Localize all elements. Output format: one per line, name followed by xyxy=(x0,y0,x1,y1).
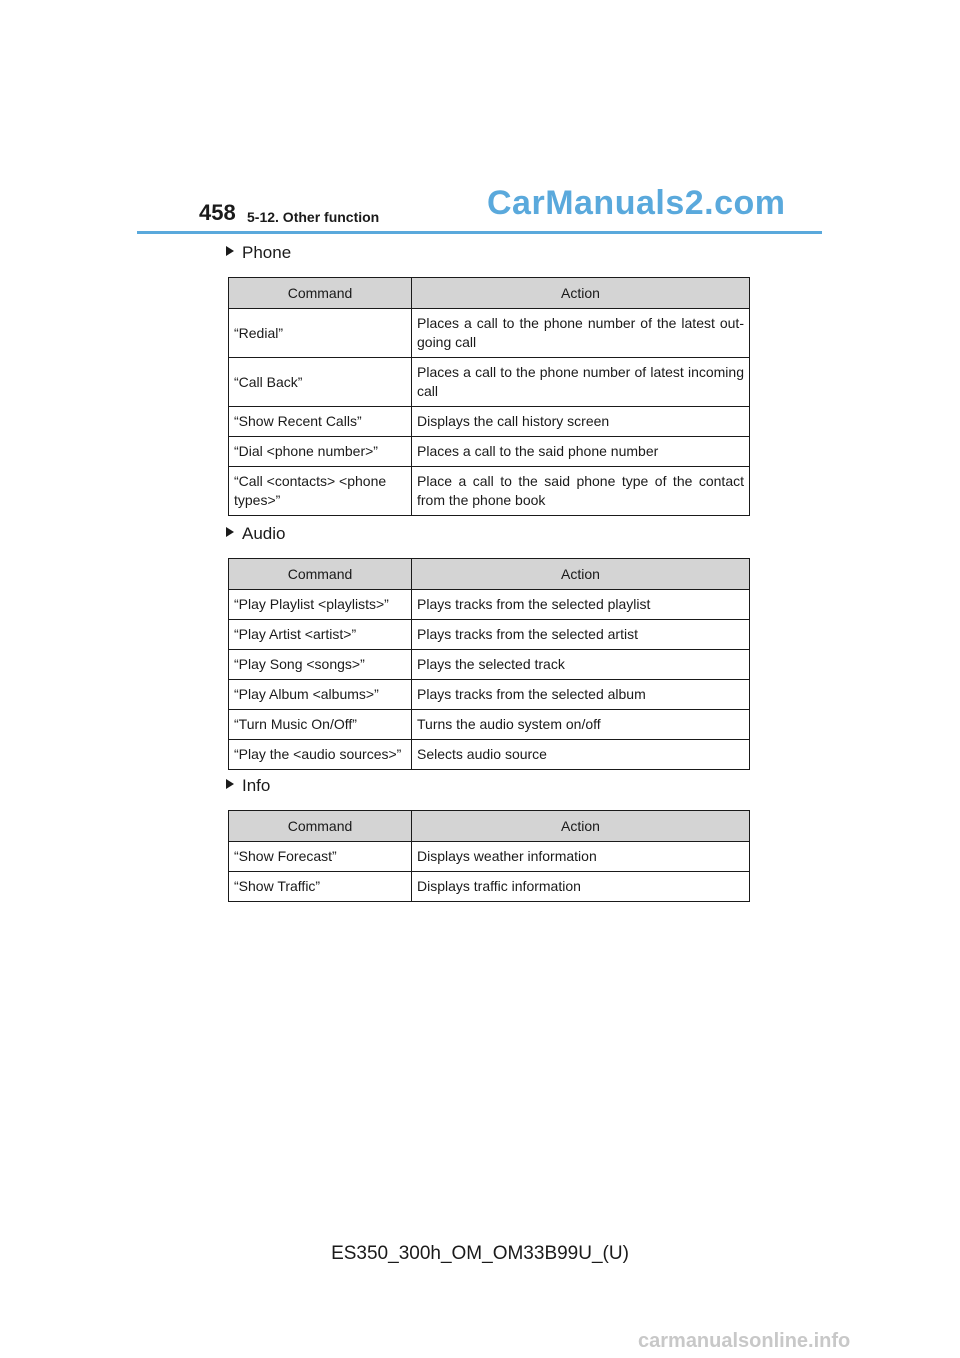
action-cell: Places a call to the phone number of the latest out-going call xyxy=(412,309,750,358)
action-cell: Displays weather information xyxy=(412,842,750,872)
footer-watermark: carmanualsonline.info xyxy=(638,1330,851,1352)
action-cell: Selects audio source xyxy=(412,740,750,770)
action-cell: Places a call to the phone number of latest incoming call xyxy=(412,358,750,407)
column-header-command: Command xyxy=(229,811,412,842)
column-header-action: Action xyxy=(412,559,750,590)
action-cell: Plays the selected track xyxy=(412,650,750,680)
table-row xyxy=(229,740,750,770)
command-cell: “Turn Music On/Off” xyxy=(229,710,412,740)
table-row xyxy=(229,680,750,710)
action-cell: Plays tracks from the selected artist xyxy=(412,620,750,650)
command-cell: “Call <contacts> <phone types>” xyxy=(229,467,412,516)
subhead-label: Phone xyxy=(242,243,292,262)
triangle-bullet-icon xyxy=(226,527,234,537)
action-cell: Places a call to the said phone number xyxy=(412,437,750,467)
command-cell: “Show Traffic” xyxy=(229,872,412,902)
command-cell: “Call Back” xyxy=(229,358,412,407)
subhead-label: Info xyxy=(242,776,271,795)
command-cell: “Play the <audio sources>” xyxy=(229,740,412,770)
table-row xyxy=(229,620,750,650)
footer-doc-code: ES350_300h_OM_OM33B99U_(U) xyxy=(331,1243,629,1264)
table-row xyxy=(229,309,750,358)
table-row xyxy=(229,467,750,516)
column-header-command: Command xyxy=(229,559,412,590)
table-row xyxy=(229,872,750,902)
header-rule xyxy=(137,231,822,234)
header-watermark: CarManuals2.com xyxy=(487,184,786,222)
triangle-bullet-icon xyxy=(226,246,234,256)
table-row xyxy=(229,407,750,437)
subhead-label: Audio xyxy=(242,524,286,543)
column-header-action: Action xyxy=(412,278,750,309)
audio-command-table xyxy=(228,558,750,770)
table-header-row xyxy=(229,278,750,309)
table-row xyxy=(229,437,750,467)
action-cell: Plays tracks from the selected album xyxy=(412,680,750,710)
table-row xyxy=(229,358,750,407)
command-cell: “Show Recent Calls” xyxy=(229,407,412,437)
section-title: 5-12. Other function xyxy=(247,209,380,225)
command-cell: “Play Album <albums>” xyxy=(229,680,412,710)
action-cell: Plays tracks from the selected playlist xyxy=(412,590,750,620)
column-header-action: Action xyxy=(412,811,750,842)
action-cell: Place a call to the said phone type of the contact from the phone book xyxy=(412,467,750,516)
table-row xyxy=(229,710,750,740)
command-cell: “Play Song <songs>” xyxy=(229,650,412,680)
command-cell: “Play Artist <artist>” xyxy=(229,620,412,650)
command-cell: “Redial” xyxy=(229,309,412,358)
table-header-row xyxy=(229,559,750,590)
table-row xyxy=(229,590,750,620)
subhead-info xyxy=(226,776,270,796)
action-cell: Turns the audio system on/off xyxy=(412,710,750,740)
command-cell: “Play Playlist <playlists>” xyxy=(229,590,412,620)
phone-command-table xyxy=(228,277,750,516)
info-command-table xyxy=(228,810,750,902)
command-cell: “Show Forecast” xyxy=(229,842,412,872)
action-cell: Displays the call history screen xyxy=(412,407,750,437)
column-header-command: Command xyxy=(229,278,412,309)
subhead-phone xyxy=(226,243,291,263)
subhead-audio xyxy=(226,524,285,544)
triangle-bullet-icon xyxy=(226,779,234,789)
page-number: 458 xyxy=(199,200,236,225)
command-cell: “Dial <phone number>” xyxy=(229,437,412,467)
table-row xyxy=(229,842,750,872)
action-cell: Displays traffic information xyxy=(412,872,750,902)
table-row xyxy=(229,650,750,680)
table-header-row xyxy=(229,811,750,842)
